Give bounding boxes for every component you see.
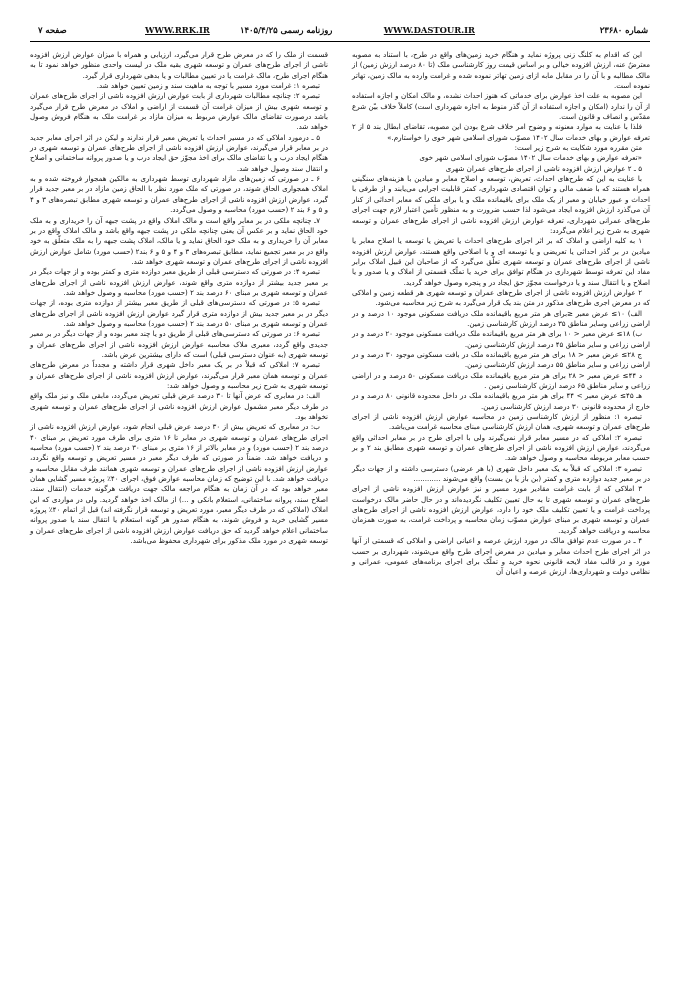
website-link-dastour[interactable]: WWW.DASTOUR.IR (383, 25, 475, 35)
paragraph: «تعرفه عوارض و بهای خدمات سال ۱۴۰۲ مصوّب شورای اسلامی شهر خوی (419, 153, 642, 163)
left-column (30, 50, 328, 547)
paragraph: ۳ املاکی که از بابت غرامت مقادیر مورد مسیر و نیز عوارض ارزش افزوده ناشی از اجرای طرح‌های عمران و توسعه شهری تا به حال تعیین تکلیف نگردیده‌اند و در حال حاضر مالک درخواست پرداخت غرامت و یا تعیین تکلیف ملک خود را دارد، عوارض ارزش افزوده ناشی از اجرای طرح‌های عمران و توسعه شهری بر مبنای عوارض مصوّب زمان محاسبه و پرداخت غرامت، به صورت همزمان محاسبه و دریافت خواهد گردید. (352, 484, 650, 535)
right-column (352, 50, 650, 578)
paragraph: الف) ۱۰≥ عرض معبر ≤برای هر متر مربع باقیمانده ملک دریافت مسکونی موجود ۱۰ درصد و در اراضی زراعی وسایر مناطق ۳۵ درصد ارزش کارشناسی زمین. (352, 308, 650, 328)
paragraph: تبصره ۲: چنانچه مطالبات شهرداری از بابت عوارض ارزش افزوده ناشی از اجرای طرح‌های عمران و توسعه شهری بیش از میزان غرامت آن قسمت از اراضی و املاک در معرض طرح قرار می‌گیرد باشد درصورت تقاضای مالک عوارض مربوط به میزان مازاد بر غرامت ملک به هنگام فروش وصول خواهد شد. (30, 91, 328, 132)
paragraph: ۱ به کلیه اراضی و املاک که بر اثر اجرای طرح‌های احداث یا تعریض یا توسعه یا اصلاح معابر یا میادین در بر گذر احداثی یا تعریضی و یا توسعه ای و یا اصلاحی واقع هستند، عوارض ارزش افزوده ناشی از اجرای طرح‌های عمران و توسعه شهری تعلّق می‌گیرد که از صاحبان این قبیل املاک برابر مفاد این تعرفه توسط شهرداری در هنگام توافق برای خرید یا تملّک قسمتی از املاک و یا صدور و یا اصلاح و یا انتقال سند و یا درخواست مجوّز حق ایجاد در و پنجره وصول خواهد گردید. (352, 236, 650, 287)
paragraph: ۶ ـ در صورتی که زمین‌های مازاد شهرداری توسط شهرداری به مالکین همجوار فروخته شده و به املاک همجواری الحاق شوند، در صورتی که ملک مورد نظر با الحاق زمین مازاد در بر معبر جدید قرار گیرد، عوارض ارزش افزوده ناشی از اجرای طرح‌های عمران و توسعه شهری مطابق تبصره‌های ۳ و ۴ و ۵ و ۶ بند ۲ (حسب مورد) محاسبه و وصول می‌گردد. (30, 174, 328, 215)
paragraph: تبصره ۵: در صورتی که دسترسی‌های قبلی از طریق معبر بیشتر از دوازده متری بوده، از جهات دیگر در بر معبر جدید بیش از دوازده متری قرار گیرد عوارض ارزش افزوده ناشی از اجرای طرح‌های عمران و توسعه شهری بر مبنای ۵۰ درصد بند ۲ (حسب مورد) محاسبه و وصول خواهد شد. (30, 298, 328, 328)
gazette-date: روزنامه رسمی ۱۴۰۵/۴/۲۵ (240, 25, 333, 35)
paragraph: تبصره ۶: در صورتی که دسترسی‌های قبلی از طریق دو یا چند معبر بوده و از جهات دیگر در بر معبر جدیدی واقع گردد، معبری ملاک محاسبه عوارض ارزش افزوده ناشی از اجرای طرح‌های عمران و توسعه شهری (به عنوان دسترسی قبلی) است که دارای بیشترین عرض باشد. (30, 329, 328, 359)
paragraph: فلذا با عنایت به موارد معنونه و وضوح امر خلاف شرع بودن این مصوبه، تقاضای ابطال بند ۵ از ۲ تعرفه عوارض و بهای خدمات سال ۱۴۰۲ مصوّب شورای اسلامی شهر خوی را خواستارم.» (352, 122, 650, 142)
paragraph: با عنایت به این که طرح‌های احداث، تعریض، توسعه و اصلاح معابر و میادین با هزینه‌های سنگینی همراه هستند که با ضعف مالی و توان اقتصادی شهرداری، کمتر قابلیت اجرایی می‌یابند و از طرفی با احداث و عبور خیابان و معبر از یک ملک برای باقیمانده ملک و یا برای ملکی که معابر احداثی از کنار آن می‌گذرد ارزش افزوده ایجاد می‌شود لذا حسب ضرورت و به منظور تأمین اعتبار لازم جهت اجرای طرح‌های عمرانی شهرداری، تعرفه عوارض ارزش افزوده ناشی از اجرای طرح‌های عمران و توسعه شهری به شرح زیر اعلام می‌گردد: (352, 174, 650, 235)
paragraph: این مصوبه به علت اخذ عوارض برای خدماتی که هنوز احداث نشده، و مالک امکان و اجازه استفاده از آن را ندارد (امکان و اجازه استفاده از آن گذر منوط به اجازه شهرداری است) کاملاً خلاف بیّن شرع مقدّس و انصاف و قانون است. (352, 91, 650, 122)
paragraph: د ۴۴≥ عرض معبر < ۲۸ برای هر متر مربع باقیمانده ملک دریافت مسکونی ۵۰ درصد و در اراضی زراعی و سایر مناطق ۶۵ درصد ارزش کارشناسی زمین . (352, 370, 650, 390)
paragraph: ۲ عوارض ارزش افزوده ناشی از اجرای طرح‌های عمران و توسعه شهری هر قطعه زمین و املاکی که در معرض اجری طرح‌های مذکور در متن بند یک قرار می‌گیرد به شرح زیر محاسبه می‌شود. (352, 287, 650, 308)
paragraph: ۵ ـ ۲ عوارض ارزش افزوده ناشی از اجرای طرح‌های عمران شهری (445, 163, 642, 173)
header-divider (30, 41, 650, 42)
paragraph: این که اقدام به کلنگ زنی پروژه نماید و هنگام خرید زمین‌های واقع در طرح، با استناد به مصوبه معترضٌ عنه، ارزش افزوده خیالی و بر اساس قیمت روز کارشناسی ملک (تا ۸۰ درصد ارزش زمین) از مالک مطالبه و با آن را در مقابل مابه ازای زمین تهاتر نموده شده و غرامت وارده به مالک زمین، تهاتر نموده است. (352, 50, 651, 91)
issue-number: شماره ۲۳۶۸۰ (599, 25, 648, 35)
paragraph: تبصره ۳: املاکی که قبلاً به یک معبر داخل شهری (با هر عرضی) دسترسی داشته و از جهات دیگر در بر معبر جدید دوازده متری و کمتر (بن باز یا بن بست) واقع می‌شوند ............ (352, 463, 650, 484)
paragraph: تبصره ۴: در صورتی که دسترسی قبلی از طریق معبر دوازده متری و کمتر بوده و از جهات دیگر در بر معبر جدید بیشتر از دوازده متری واقع شوند، عوارض ارزش افزوده ناشی از اجرای طرح‌های عمران و توسعه شهری بر مبنای ۶۰ درصد بند ۲ (حسب مورد) محاسبه و وصول خواهد شد. (30, 267, 328, 297)
paragraph: ۵ ـ درمورد املاکی که در مسیر احداث یا تعریض معبر قرار ندارند و لیکن در اثر اجرای معابر جدید در بر معابر قرار می‌گیرند، عوارض ارزش افزوده ناشی از اجرای طرح‌های عمران و توسعه شهری در هنگام ایجاد درب و یا تقاضای مالک برای اخذ مجوّز حق ایجاد درب و یا صدور پروانه ساختمانی و اصلاح و انتقال سند وصول خواهد شد. (30, 132, 328, 173)
paragraph: ج ۲۸≥ عرض معبر < ۱۸ برای هر متر مربع باقیمانده ملک در بافت مسکونی موجود ۳۰ درصد و در اراضی زراعی و سایر مناطق ۵۵ درصد ارزش کارشناسی زمین. (352, 349, 650, 370)
paragraph: ب: در معابری که تعریض بیش از ۳۰ درصد عرض قبلی انجام شود، عوارض ارزش افزوده ناشی از اجرای طرح‌های عمران و توسعه شهری در معابر تا ۱۶ متری برای طرف مورد تعریض بر مبنای ۴۰ درصد بند ۲ (حسب مورد) و در معابر بالاتر از ۱۶ متری بر مبنای ۳۰ درصد بند ۲ (حسب مورد) محاسبه و دریافت خواهد شد. ضمناً در صورتی که طرف دیگر معبر در مسیر تعریض و توسعه واقع نگردد، عوارض ارزش افزوده ناشی از اجرای طرح‌های عمران و توسعه شهری همانند طرف مقابل محاسبه و دریافت خواهد شد. با این توضیح که زمان محاسبه عوارض فوق، اجرای ۴۰٪ پروژه مسیر گشایی همان معبر خواهد بود که در آن زمان به هنگام مراجعه مالک جهت دریافت هرگونه خدمات (انتقال سند، اصلاح سند، پروانه ساختمانی، استعلام بانکی و ...) از مالک اخذ خواهد گردید. ولی در مواردی که این املاک (املاکی که در طرف دیگر معبر، مورد تعریض و توسعه قرار نگرفته اند) قبل از اتمام ۴۰٪ پروژه مسیر گشایی خرید و فروش شوند، به هنگام صدور هر گونه استعلام یا انتقال سند یا صدور پروانه ساختمانی اعلام خواهد گردید که حق دریافت عوارض ارزش افزوده ناشی از اجرای طرح‌های عمران و توسعه شهری در مورد ملک مذکور برای شهرداری محفوظ می‌باشد. (30, 422, 328, 546)
paragraph: ۴ ـ در صورت عدم توافق مالک در مورد ارزش عرصه و اعیانی اراضی و املاکی که قسمتی از آنها در اثر اجرای طرح احداث معابر و میادین در معرض اجرای طرح واقع می‌شوند، شهرداری بر حسب مورد و در قالب مفاد لایحه قانونی نحوه خرید و تملّک برای اجرای برنامه‌های عمومی، عمرانی و نظامی دولت و شهرداری‌ها، ارزش عرصه و اعیان آن (352, 536, 650, 577)
paragraph: قسمت از ملک را که در معرض طرح قرار می‌گیرد، ارزیابی و همراه با میزان عوارض ارزش افزوده ناشی از اجرای طرح‌های عمران و توسعه شهری بقیه ملک در لیست واحدی منظور خواهد نمود تا به هنگام اجرای طرح، مالک غرامت یا در تعیین مطالبات و یا بدهی شهرداری قرار گیرد. (30, 50, 328, 80)
paragraph: هـ ۴۵≥ عرض معبر > ۴۴ برای هر متر مربع باقیمانده ملک در داخل محدوده قانونی ۸۰ درصد و در خارج از محدوده قانونی ۳۰ درصد ارزش کارشناسی زمین. (352, 391, 650, 411)
paragraph: تبصره ۱: منظور از ارزش کارشناسی زمین در محاسبه عوارض ارزش افزوده ناشی از اجرای طرح‌های عمران و توسعه شهری، همان ارزش کارشناسی مبنای محاسبه غرامت می‌باشد. (352, 412, 650, 432)
paragraph: تبصره ۲: املاکی که در مسیر معابر قرار نمی‌گیرند ولی با اجرای طرح در بر معابر احداثی واقع می‌گردند، عوارض ارزش افزوده ناشی از اجرای طرح‌های عمران و توسعه شهری مطابق بند ۲ و بر حسب معابر مربوطه محاسبه و وصول خواهد شد. (352, 432, 650, 463)
page-header (30, 25, 650, 39)
paragraph: ۷ـ چنانچه ملکی در بر معابر واقع است و مالک املاک واقع در پشت جبهه آن را خریداری و به ملک خود الحاق نماید و بر عکس آن یعنی چنانچه ملکی در پشت جبهه واقع باشد و مالک املاک واقع در بر معابر آن را خریداری و به ملک خود الحاق نماید و یا مالک، املاک پشت جبهه را به ملک متعلّق به خود واقع در بر معبر تجمیع نماید، مطابق تبصره‌های ۳ و ۴ و ۵ و ۶ بند۲ (حسب مورد) شامل عوارض ارزش افزوده ناشی از اجرای طرح‌های عمران و توسعه شهری خواهد شد. (30, 215, 329, 266)
paragraph: تبصره ۷: املاکی که قبلاً در بر یک معبر داخل شهری قرار داشته و مجدداً در معرض طرح‌های عمران و توسعه همان معبر قرار می‌گیرند، عوارض ارزش افزوده ناشی از اجرای طرح‌های عمران و توسعه شهری به شرح زیر محاسبه و وصول خواهد شد: (30, 360, 328, 390)
paragraph: ب) ۱۸≥ عرض معبر < ۱۰ برای هر متر مربع باقیمانده ملک دریافت مسکونی موجود ۲۰ درصد و در اراضی زراعی و سایر مناطق ۴۵ درصد ارزش کارشناسی زمین. (352, 329, 650, 349)
paragraph: متن مقرره مورد شکایت به شرح زیر است: (514, 143, 642, 153)
page-number: صفحه ۷ (38, 25, 67, 35)
paragraph: تبصره ۱: غرامت مورد مسیر با توجه به ماهیت سند و زمین تعیین خواهد شد. (96, 81, 320, 91)
paragraph: الف: در معابری که عرض آنها تا ۳۰ درصد عرض قبلی تعریض می‌گردد، مابقی ملک و نیز ملک واقع در طرف دیگر معبر مشمول عوارض ارزش افزوده ناشی از اجرای طرح‌های عمران و توسعه شهری نخواهد بود. (30, 391, 328, 422)
website-link-rrk[interactable]: WWW.RRK.IR (145, 25, 210, 35)
